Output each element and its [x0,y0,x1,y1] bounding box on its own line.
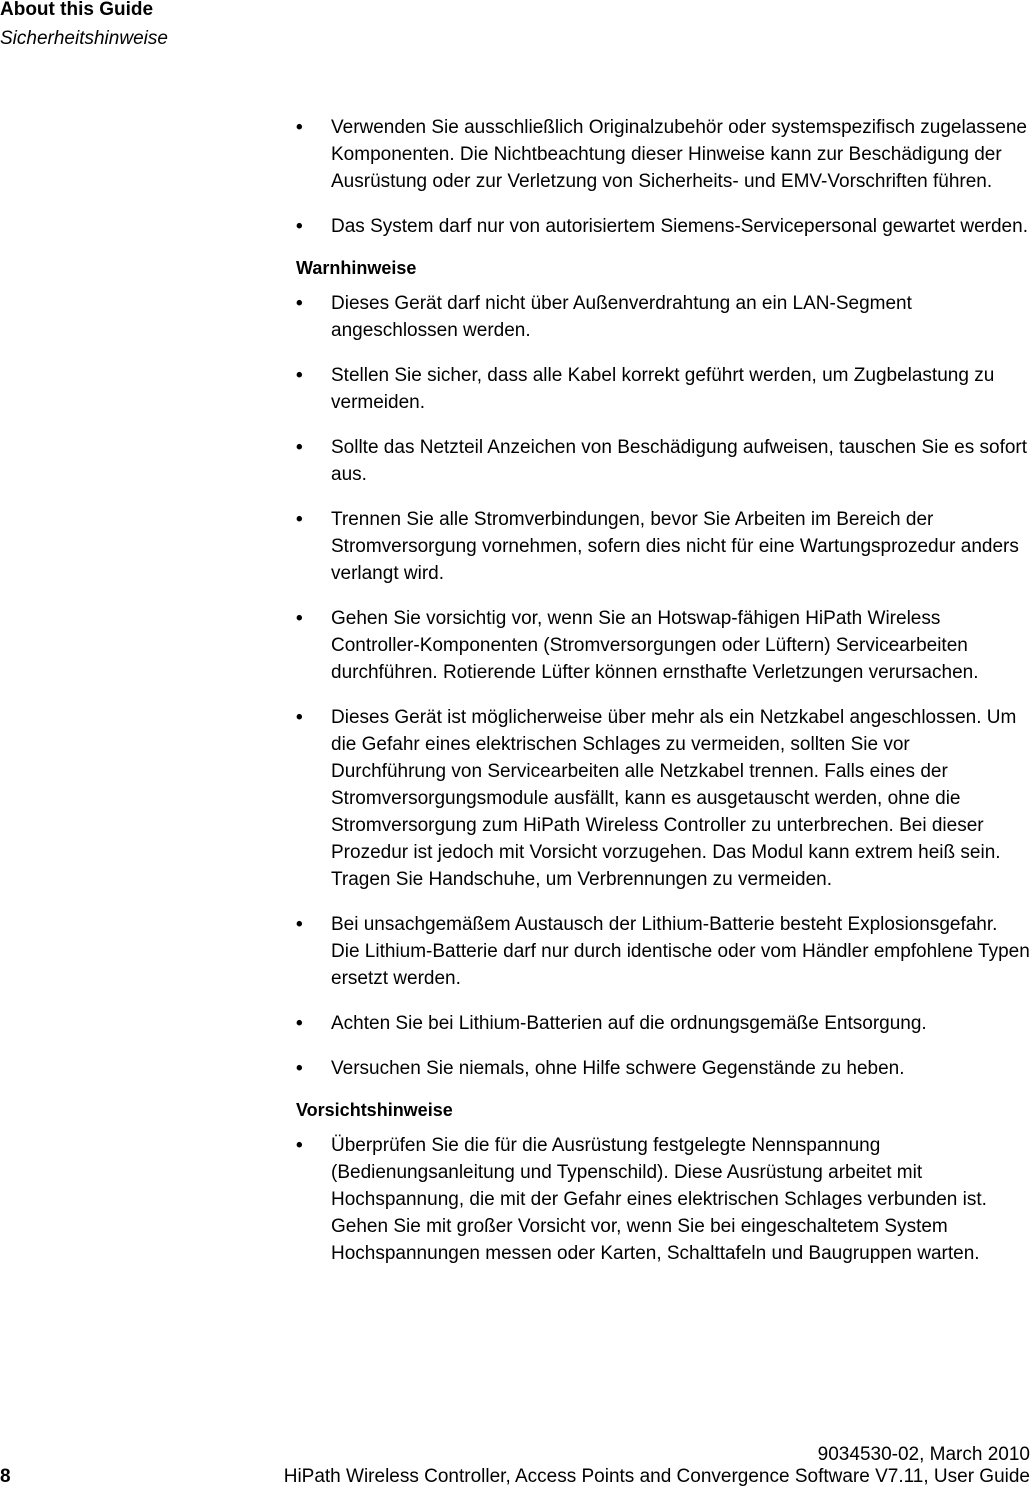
list-item-text: Gehen Sie vorsichtig vor, wenn Sie an Hotswap-fähigen HiPath Wireless Controller-Komponenten (Stromversorgungen oder Lüftern) Servicearbeiten durchführen. Rotierende Lüfter können ernsthafte Verletzungen verursachen. [331,608,979,683]
list-item-text: Sollte das Netzteil Anzeichen von Beschädigung aufweisen, tauschen Sie es sofort aus. [331,437,1028,485]
bullet-icon: • [296,1135,303,1156]
list-item-text: Verwenden Sie ausschließlich Originalzubehör oder systemspezifisch zugelassene Komponenten. Die Nichtbeachtung dieser Hinweise kann zur Beschädigung der Ausrüstung oder zur Verletzung von Sicherheits- und EMV-Vorschriften führen. [331,117,1027,192]
list-item [296,605,1030,686]
list-item-text: Bei unsachgemäßem Austausch der Lithium-Batterie besteht Explosionsgefahr. Die Lithium-Batterie darf nur durch identische oder vom Händler empfohlene Typen ersetzt werden. [331,914,1030,989]
list-item [296,434,1030,488]
list-item [296,704,1030,893]
cautions-heading: Vorsichtshinweise [296,1100,453,1120]
bullet-icon: • [296,117,303,138]
warnings-list [296,290,1030,1082]
bullet-icon: • [296,1013,303,1034]
list-item [296,290,1030,344]
list-item [296,213,1030,240]
bullet-icon: • [296,509,303,530]
list-item-text: Überprüfen Sie die für die Ausrüstung festgelegte Nennspannung (Bedienungsanleitung und Typenschild). Diese Ausrüstung arbeitet mit Hochspannung, die mit der Gefahr eines elektrischen Schlages verbunden ist. Gehen Sie mit großer Vorsicht vor, wenn Sie bei eingeschaltetem System Hochspannungen messen oder Karten, Schalttafeln und Baugruppen warten. [331,1135,987,1264]
bullet-icon: • [296,707,303,728]
bullet-icon: • [296,216,303,237]
footer-row [0,1466,1030,1488]
list-item-text: Trennen Sie alle Stromverbindungen, bevor Sie Arbeiten im Bereich der Stromversorgung vornehmen, sofern dies nicht für eine Wartungsprozedur anders verlangt wird. [331,509,1019,584]
page-number: 8 [0,1466,11,1487]
list-item [296,506,1030,587]
guide-title: HiPath Wireless Controller, Access Points and Convergence Software V7.11, User Guide [283,1466,1030,1487]
list-item [296,1055,1030,1082]
list-item-text: Das System darf nur von autorisiertem Siemens-Servicepersonal gewartet werden. [331,216,1028,237]
cautions-list [296,1132,1030,1267]
list-item [296,114,1030,195]
bullet-icon: • [296,293,303,314]
bullet-icon: • [296,365,303,386]
warnings-heading: Warnhinweise [296,258,417,278]
bullet-icon: • [296,914,303,935]
bullet-icon: • [296,437,303,458]
list-item-text: Achten Sie bei Lithium-Batterien auf die ordnungsgemäße Entsorgung. [331,1013,927,1034]
page-footer [0,1444,1030,1488]
list-item [296,1132,1030,1267]
intro-bullet-list [296,114,1030,240]
bullet-icon: • [296,1058,303,1079]
list-item-text: Dieses Gerät ist möglicherweise über mehr als ein Netzkabel angeschlossen. Um die Gefahr eines elektrischen Schlages zu vermeiden, sollten Sie vor Durchführung von Servicearbeiten alle Netzkabel trennen. Falls eines der Stromversorgungsmodule ausfällt, kann es ausgetauscht werden, ohne die Stromversorgung zum HiPath Wireless Controller zu unterbrechen. Bei dieser Prozedur ist jedoch mit Vorsicht vorzugehen. Das Modul kann extrem heiß sein. Tragen Sie Handschuhe, um Verbrennungen zu vermeiden. [331,707,1017,890]
chapter-title: About this Guide [0,0,154,20]
bullet-icon: • [296,608,303,629]
list-item-text: Dieses Gerät darf nicht über Außenverdrahtung an ein LAN-Segment angeschlossen werden. [331,293,912,341]
list-item [296,1010,1030,1037]
list-item-text: Versuchen Sie niemals, ohne Hilfe schwere Gegenstände zu heben. [331,1058,905,1079]
list-item [296,362,1030,416]
running-header [0,0,168,49]
document-id: 9034530-02, March 2010 [817,1444,1030,1465]
list-item-text: Stellen Sie sicher, dass alle Kabel korrekt geführt werden, um Zugbelastung zu vermeiden. [331,365,995,413]
list-item [296,911,1030,992]
section-title: Sicherheitshinweise [0,28,168,49]
main-content [296,114,1030,1285]
